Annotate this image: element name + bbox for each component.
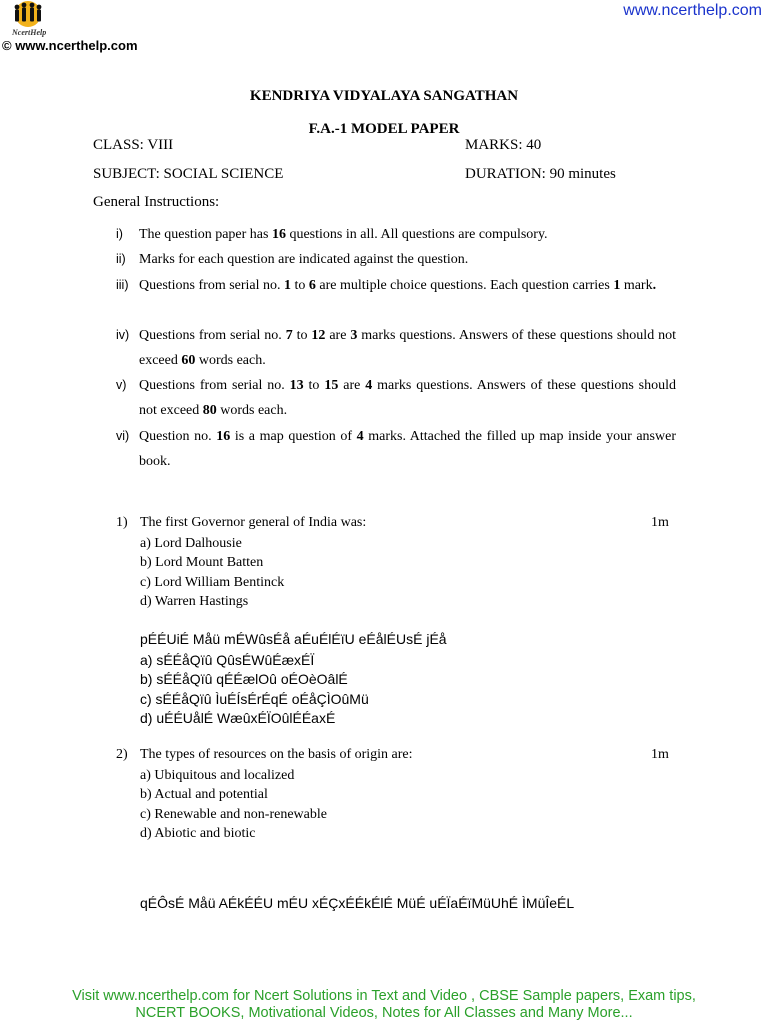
instruction-number: v)	[116, 378, 127, 392]
question-1-text: The first Governor general of India was:	[140, 515, 367, 530]
instruction-text: Marks for each question are indicated against the question.	[139, 252, 469, 267]
instruction-text: Questions from serial no. 1 to 6 are multiple choice questions. Each question carries 1 mark.	[139, 278, 657, 293]
option-d: d) Warren Hastings	[140, 593, 249, 609]
question-1-number: 1)	[116, 515, 128, 530]
instruction-item	[116, 222, 676, 247]
instruction-number: ii)	[116, 252, 126, 266]
instruction-text: Question no. 16 is a map question of 4 marks. Attached the filled up map inside your answer book.	[139, 429, 676, 469]
question-1-options	[140, 534, 284, 611]
question-1-marks: 1m	[651, 515, 669, 530]
instruction-item	[116, 424, 676, 474]
question-2-text: The types of resources on the basis of origin are:	[140, 747, 413, 762]
footer-line-1[interactable]: Visit www.ncerthelp.com for Ncert Solutions in Text and Video , CBSE Sample papers, Exam tips,	[72, 988, 696, 1004]
instruction-text: Questions from serial no. 13 to 15 are 4 marks questions. Answers of these questions should not exceed 80 words each.	[139, 378, 677, 418]
organisation-title: KENDRIYA VIDYALAYA SANGATHAN	[249, 88, 519, 104]
option-b: b) Lord Mount Batten	[140, 555, 264, 571]
instruction-number: i)	[116, 227, 123, 241]
question-1-hindi-text: pÉÉUiÉ Måü mÉWûsÉå aÉuÉlÉïU eÉålÉUsÉ jÉå	[140, 631, 447, 647]
duration-label: DURATION: 90 minutes	[465, 166, 616, 182]
footer-promo	[0, 988, 768, 1022]
question-2-hindi-text: qÉÔsÉ Måü AÉkÉÉU mÉU xÉÇxÉÉkÉlÉ MüÉ uÉÏaÉïMüUhÉ ÌMüÎeÉL	[140, 895, 575, 911]
option-b: b) Actual and potential	[140, 787, 268, 803]
instruction-number: iv)	[116, 328, 130, 342]
copyright-url: © www.ncerthelp.com	[2, 38, 138, 53]
instruction-item	[116, 273, 676, 298]
option-d: d) Abiotic and biotic	[140, 825, 256, 841]
instruction-item	[116, 323, 676, 373]
hindi-option-a: a) sÉÉåQïû QûsÉWûÉæxÉÏ	[140, 652, 315, 668]
question-1-hindi-options	[140, 651, 369, 728]
instruction-number: vi)	[116, 429, 130, 443]
instruction-item	[116, 247, 676, 272]
instruction-text: The question paper has 16 questions in all. All questions are compulsory.	[139, 227, 548, 242]
hindi-option-b: b) sÉÉåQïû qÉÉælOû oÉOèOâlÉ	[140, 671, 348, 688]
general-instructions-heading: General Instructions:	[93, 194, 220, 210]
top-site-link[interactable]: www.ncerthelp.com	[623, 2, 762, 19]
option-a: a) Lord Dalhousie	[140, 536, 242, 551]
footer-line-2[interactable]: NCERT BOOKS, Motivational Videos, Notes for All Classes and Many More...	[135, 1005, 633, 1021]
instruction-text: Questions from serial no. 7 to 12 are 3 marks questions. Answers of these questions should not exceed 60 words each.	[139, 328, 677, 368]
question-2-number: 2)	[116, 747, 128, 762]
logo-text: NcertHelp	[12, 28, 47, 37]
option-a: a) Ubiquitous and localized	[140, 768, 295, 783]
class-label: CLASS: VIII	[93, 137, 174, 153]
subject-label: SUBJECT: SOCIAL SCIENCE	[93, 166, 284, 182]
hindi-option-c: c) sÉÉåQïû ÌuÉÍsÉrÉqÉ oÉåÇÌOûMü	[140, 690, 369, 707]
paper-title: F.A.-1 MODEL PAPER	[308, 121, 460, 137]
instruction-item	[116, 373, 676, 423]
option-c: c) Renewable and non-renewable	[140, 806, 327, 822]
option-c: c) Lord William Bentinck	[140, 574, 285, 590]
question-2-options	[140, 766, 327, 843]
hindi-option-d: d) uÉÉUålÉ WæûxÉÏOûlÉÉaxÉ	[140, 709, 336, 726]
marks-label: MARKS: 40	[465, 137, 542, 153]
question-2-marks: 1m	[651, 747, 669, 762]
instruction-number: iii)	[116, 278, 129, 292]
